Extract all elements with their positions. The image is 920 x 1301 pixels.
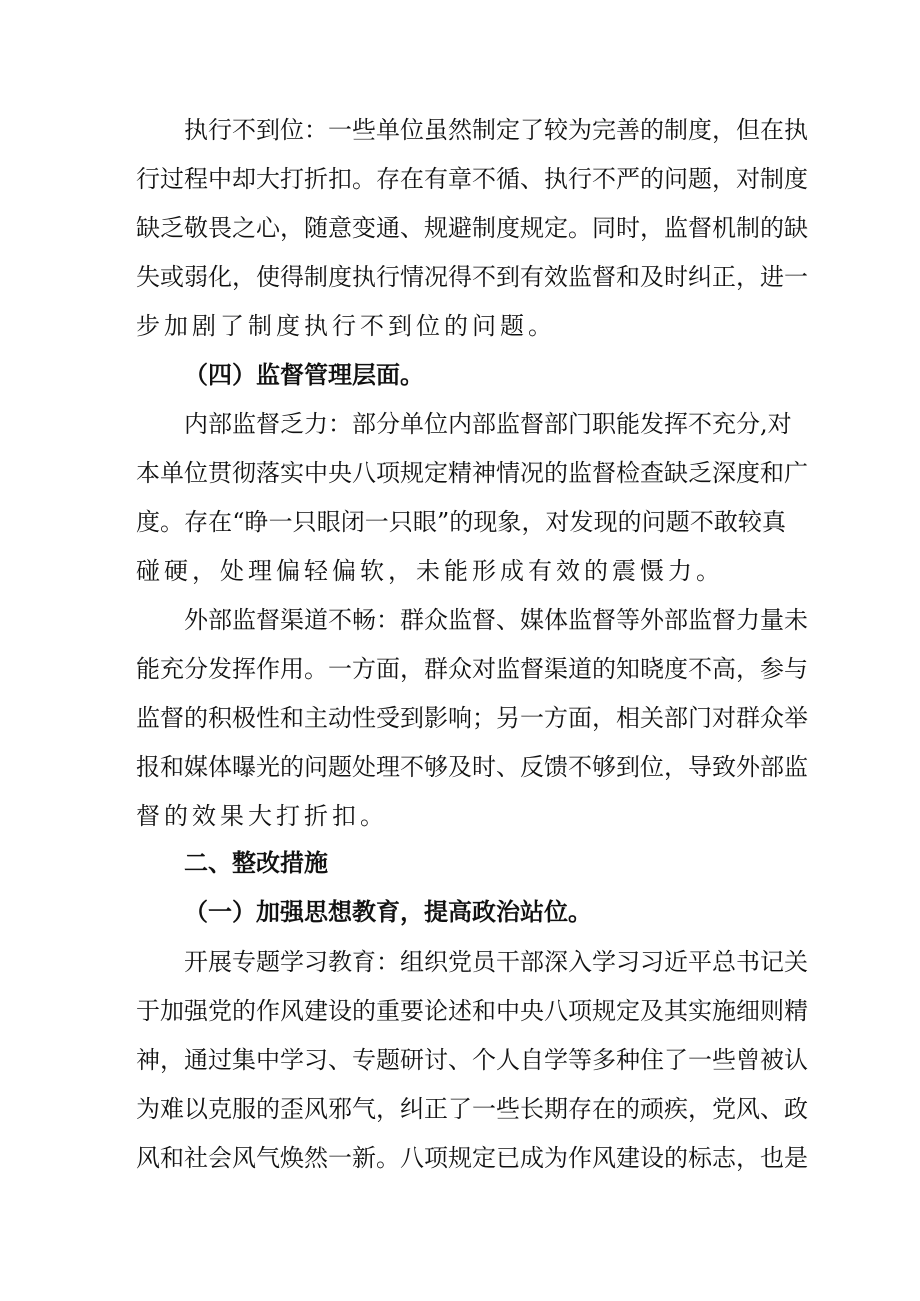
paragraph-line: 行过程中却大打折扣。存在有章不循、执行不严的问题，对制度 xyxy=(136,165,808,193)
paragraph-line: 能充分发挥作用。一方面，群众对监督渠道的知晓度不高，参与 xyxy=(136,655,808,683)
paragraph-line: 于加强党的作风建设的重要论述和中央八项规定及其实施细则精 xyxy=(136,997,808,1025)
paragraph-line: 风和社会风气焕然一新。八项规定已成为作风建设的标志，也是 xyxy=(136,1144,808,1172)
paragraph-line: 碰硬，处理偏轻偏软，未能形成有效的震慑力。 xyxy=(136,557,724,585)
section-subheading: （一）加强思想教育，提高政治站位。 xyxy=(184,898,592,926)
paragraph-line: 度。存在“睁一只眼闭一只眼”的现象，对发现的问题不敢较真 xyxy=(136,508,786,536)
paragraph-line: 神，通过集中学习、专题研讨、个人自学等多种住了一些曾被认 xyxy=(136,1046,808,1074)
section-subheading: （四）监督管理层面。 xyxy=(184,361,424,389)
paragraph-line: 执行不到位：一些单位虽然制定了较为完善的制度，但在执 xyxy=(184,116,808,144)
paragraph-line: 失或弱化，使得制度执行情况得不到有效监督和及时纠正，进一 xyxy=(136,263,808,291)
paragraph-line: 报和媒体曝光的问题处理不够及时、反馈不够到位，导致外部监 xyxy=(136,753,808,781)
paragraph-line: 外部监督渠道不畅：群众监督、媒体监督等外部监督力量未 xyxy=(184,606,808,634)
paragraph-line: 缺乏敬畏之心，随意变通、规避制度规定。同时，监督机制的缺 xyxy=(136,214,808,242)
paragraph-line: 步加剧了制度执行不到位的问题。 xyxy=(136,312,556,340)
paragraph-line: 本单位贯彻落实中央八项规定精神情况的监督检查缺乏深度和广 xyxy=(136,459,808,487)
paragraph-line: 督的效果大打折扣。 xyxy=(136,802,388,830)
paragraph-line: 内部监督乏力：部分单位内部监督部门职能发挥不充分,对 xyxy=(184,410,792,438)
paragraph-line: 为难以克服的歪风邪气，纠正了一些长期存在的顽疾，党风、政 xyxy=(136,1095,808,1123)
paragraph-line: 开展专题学习教育：组织党员干部深入学习习近平总书记关 xyxy=(184,948,808,976)
section-heading: 二、整改措施 xyxy=(184,849,328,877)
paragraph-line: 监督的积极性和主动性受到影响；另一方面，相关部门对群众举 xyxy=(136,704,808,732)
